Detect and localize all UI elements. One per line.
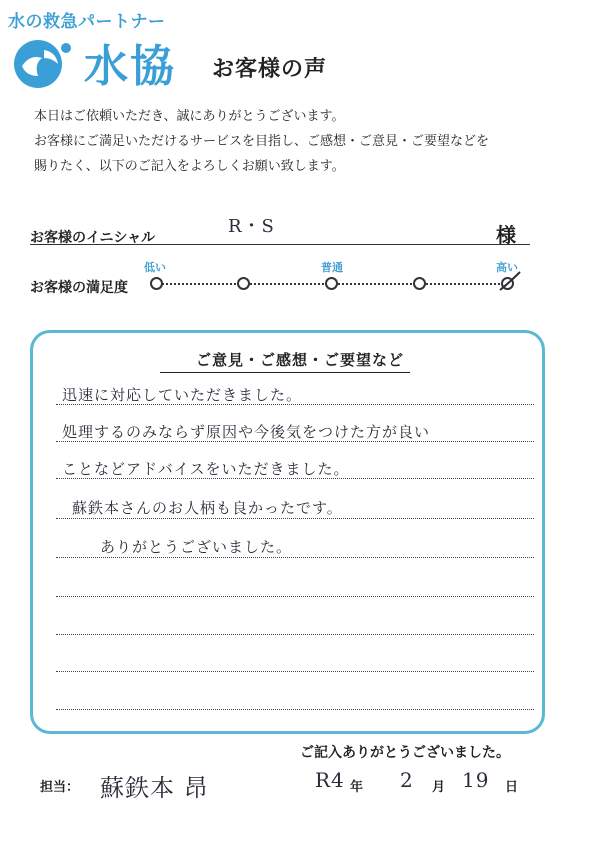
comment-line — [56, 634, 534, 635]
intro-line: お客様にご満足いただけるサービスを目指し、ご感想・ご意見・ご要望などを — [34, 134, 490, 149]
date-month: 2 — [400, 768, 414, 792]
intro-line: 賜りたく、以下のご記入をよろしくお願い致します。 — [34, 159, 345, 174]
thanks-message: ご記入ありがとうございました。 — [300, 745, 510, 761]
form-title: お客様の声 — [212, 57, 328, 82]
comment-line — [56, 596, 534, 597]
comment-text: 処理するのみならず原因や今後気をつけた方が良い — [62, 423, 431, 441]
initials-underline — [30, 244, 530, 245]
comment-text: 蘇鉄本さんのお人柄も良かったです。 — [72, 499, 343, 517]
staff-label: 担当： — [40, 780, 80, 795]
comment-line — [56, 518, 534, 519]
satisfaction-option-2[interactable] — [237, 277, 250, 290]
year-unit: 年 — [350, 780, 364, 795]
comment-box-title: ご意見・ご感想・ご要望など — [195, 351, 404, 369]
comment-text: ありがとうございました。 — [100, 538, 293, 556]
intro-text — [34, 104, 574, 179]
satisfaction-option-1[interactable] — [150, 277, 163, 290]
comment-line — [56, 557, 534, 558]
company-logo-text: 水協 — [84, 41, 176, 92]
scale-low-label: 低い — [144, 261, 166, 274]
scale-high-label: 高い — [496, 261, 518, 274]
company-tagline: 水の救急パートナー — [8, 12, 166, 32]
intro-line: 本日はご依頼いただき、誠にありがとうございます。 — [34, 109, 345, 124]
staff-name: 蘇鉄本 昂 — [100, 774, 209, 802]
initials-value: R・S — [228, 216, 275, 237]
satisfaction-option-4[interactable] — [413, 277, 426, 290]
scale-mid-label: 普通 — [321, 261, 343, 274]
selected-check-mark-icon — [496, 268, 524, 296]
comment-line — [56, 709, 534, 710]
month-unit: 月 — [432, 780, 446, 795]
satisfaction-option-3[interactable] — [325, 277, 338, 290]
comment-text: ことなどアドバイスをいただきました。 — [62, 460, 350, 478]
date-era-year: R4 — [315, 768, 345, 792]
water-drop-logo-icon — [8, 36, 78, 90]
satisfaction-label: お客様の満足度 — [30, 280, 128, 296]
day-unit: 日 — [505, 780, 519, 795]
comment-text: 迅速に対応していただきました。 — [62, 386, 303, 404]
honorific-suffix: 様 — [496, 223, 516, 247]
initials-label: お客様のイニシャル — [30, 230, 156, 246]
comment-line — [56, 671, 534, 672]
comment-title-underline — [160, 372, 410, 373]
date-day: 19 — [462, 768, 490, 792]
